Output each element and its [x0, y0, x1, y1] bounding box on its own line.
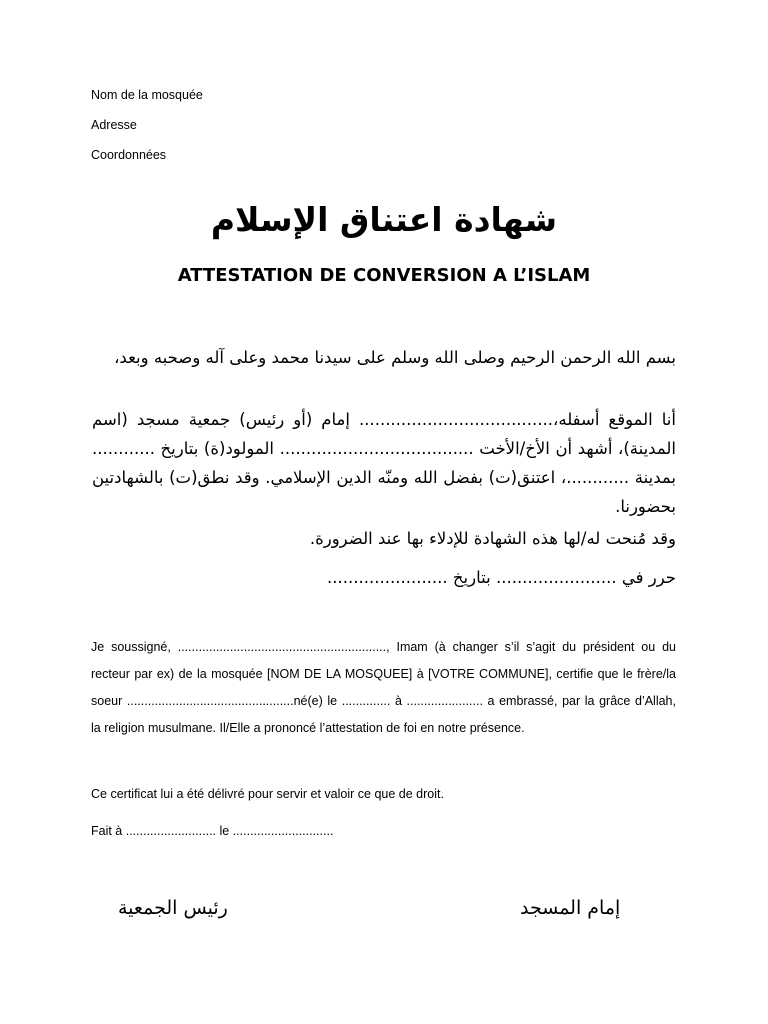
arabic-declaration: أنا الموقع أسفله،..................................... إمام (أو رئيس) جمعية مسجد (اسم المدينة)، أشهد أن الأخ/الأخت ..................................... المولود(ة) بتاريخ ............ بمدينة ............، اعتنق(ت) بفضل الله ومنّه الدين الإسلامي. وقد نطق(ت) بالشهادتين بحضورنا.	[92, 410, 676, 516]
signature-imam: إمام المسجد	[520, 897, 621, 919]
french-delivery: Ce certificat lui a été délivré pour servir et valoir ce que de droit.	[91, 787, 444, 801]
signature-association-president: رئيس الجمعية	[118, 897, 228, 919]
french-declaration: Je soussigné, ............................................................, Imam (à changer s’il s’agit du président ou du recteur par ex) de la mosquée [NOM DE LA MOSQUEE] à [VOTRE COMMUNE], certifie que le frère/la soeur ................................................né(e) le .............. à ...................... a embrassé, par la grâce d’Allah, la religion musulmane. Il/Elle a prononcé l’attestation de foi en notre présence.	[91, 640, 676, 735]
mosque-name: Nom de la mosquée	[91, 88, 203, 102]
mosque-contact: Coordonnées	[91, 148, 167, 162]
arabic-title: شهادة اعتناق الإسلام	[210, 200, 558, 239]
arabic-place-date: حرر في ....................... بتاريخ .......................	[327, 568, 676, 587]
french-title: ATTESTATION DE CONVERSION A L’ISLAM	[177, 265, 591, 286]
arabic-opening: بسم الله الرحمن الرحيم وصلى الله وسلم على سيدنا محمد وعلى آله وصحبه وبعد،	[114, 348, 676, 367]
arabic-delivery: وقد مُنحت له/لها هذه الشهادة للإدلاء بها عند الضرورة.	[309, 529, 676, 548]
mosque-address: Adresse	[91, 118, 137, 132]
french-place-date: Fait à .......................... le .............................	[91, 824, 334, 838]
